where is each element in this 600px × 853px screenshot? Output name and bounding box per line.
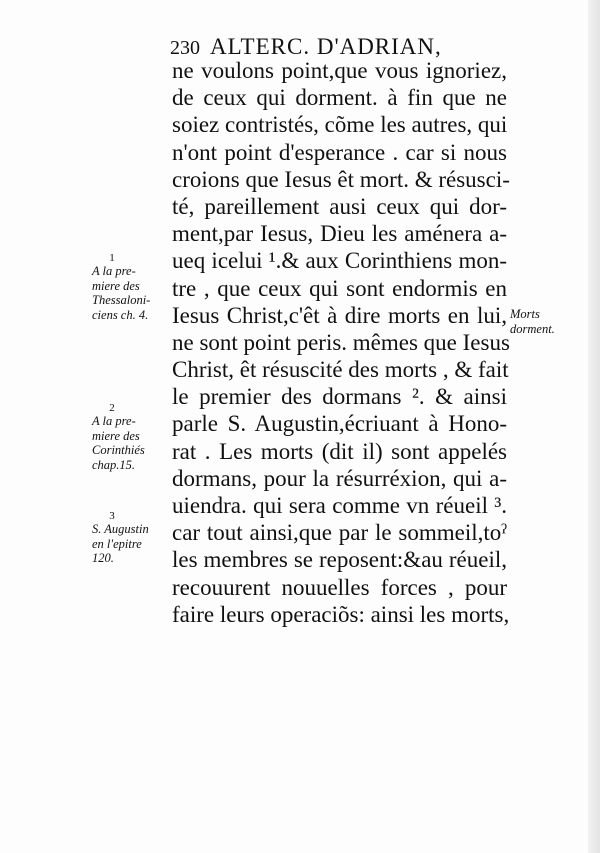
text-line: uiendra. qui sera comme vn réueil ³.: [172, 493, 507, 518]
text-line: recouurent nouuelles forces , pour: [172, 574, 507, 600]
text-line: les membres se reposent:&au réueil,: [172, 547, 507, 573]
margin-note-1: [92, 252, 168, 322]
note-line: Morts: [510, 307, 540, 321]
note-line: en l'epitre: [92, 536, 142, 551]
text-line: ne voulons point,que vous ignoriez,: [172, 58, 507, 83]
note-line: miere des: [92, 278, 140, 293]
running-title: ALTERC. D'ADRIAN,: [210, 34, 442, 59]
note-mark: 2: [109, 402, 115, 414]
text-line: ment,par Iesus, Dieu les aménera a-: [172, 221, 507, 247]
note-line: S. Augustin: [92, 522, 149, 536]
note-line: dorment.: [510, 321, 555, 336]
note-line: Thessaloni-: [92, 293, 151, 307]
text-line: rat . Les morts (dit il) sont appelés: [172, 438, 507, 464]
text-line: n'ont point d'esperance . car si nous: [172, 139, 507, 165]
text-line: tre , que ceux qui sont endormis en: [172, 275, 507, 301]
text-line: ne sont point peris. mêmes que Iesus: [172, 329, 510, 355]
text-line: faire leurs operaciõs: ainsi les morts,: [172, 601, 510, 627]
note-line: A la pre-: [92, 414, 136, 428]
text-line: car tout ainsi,que par le sommeil,toˀ: [172, 520, 507, 546]
text-line: croions que Iesus êt mort. & résusci-: [172, 166, 510, 192]
note-line: A la pre-: [92, 264, 136, 278]
text-line: Christ, êt résuscité des morts , & fait: [172, 357, 509, 383]
text-line: le premier des dormans ². & ainsi: [172, 384, 507, 410]
note-mark: 3: [109, 510, 115, 522]
side-note: [510, 307, 580, 336]
note-line: Corinthiés: [92, 443, 145, 457]
page-number: 230: [170, 37, 200, 59]
text-line: dormans, pour la résurréxion, qui a-: [172, 465, 507, 491]
text-line: parle S. Augustin,écriuant à Hono-: [172, 411, 507, 437]
note-line: miere des: [92, 428, 140, 443]
text-line: de ceux qui dorment. à fin que ne: [172, 85, 507, 111]
note-line: chap.15.: [92, 457, 136, 472]
note-line: 120.: [92, 551, 114, 565]
page-edge-shadow: [588, 0, 600, 853]
margin-note-2: [92, 402, 168, 472]
note-mark: 1: [109, 252, 115, 264]
text-line: soiez contristés, cõme les autres, qui: [172, 112, 508, 138]
text-line: ueq icelui ¹.& aux Corinthiens mon-: [172, 248, 507, 274]
note-line: ciens ch. 4.: [92, 307, 149, 322]
body-text: [172, 57, 510, 628]
text-line: té, pareillement ausi ceux qui dor-: [172, 193, 507, 219]
margin-note-3: [92, 510, 168, 566]
text-line: Iesus Christ,c'êt à dire morts en lui,: [172, 302, 507, 328]
